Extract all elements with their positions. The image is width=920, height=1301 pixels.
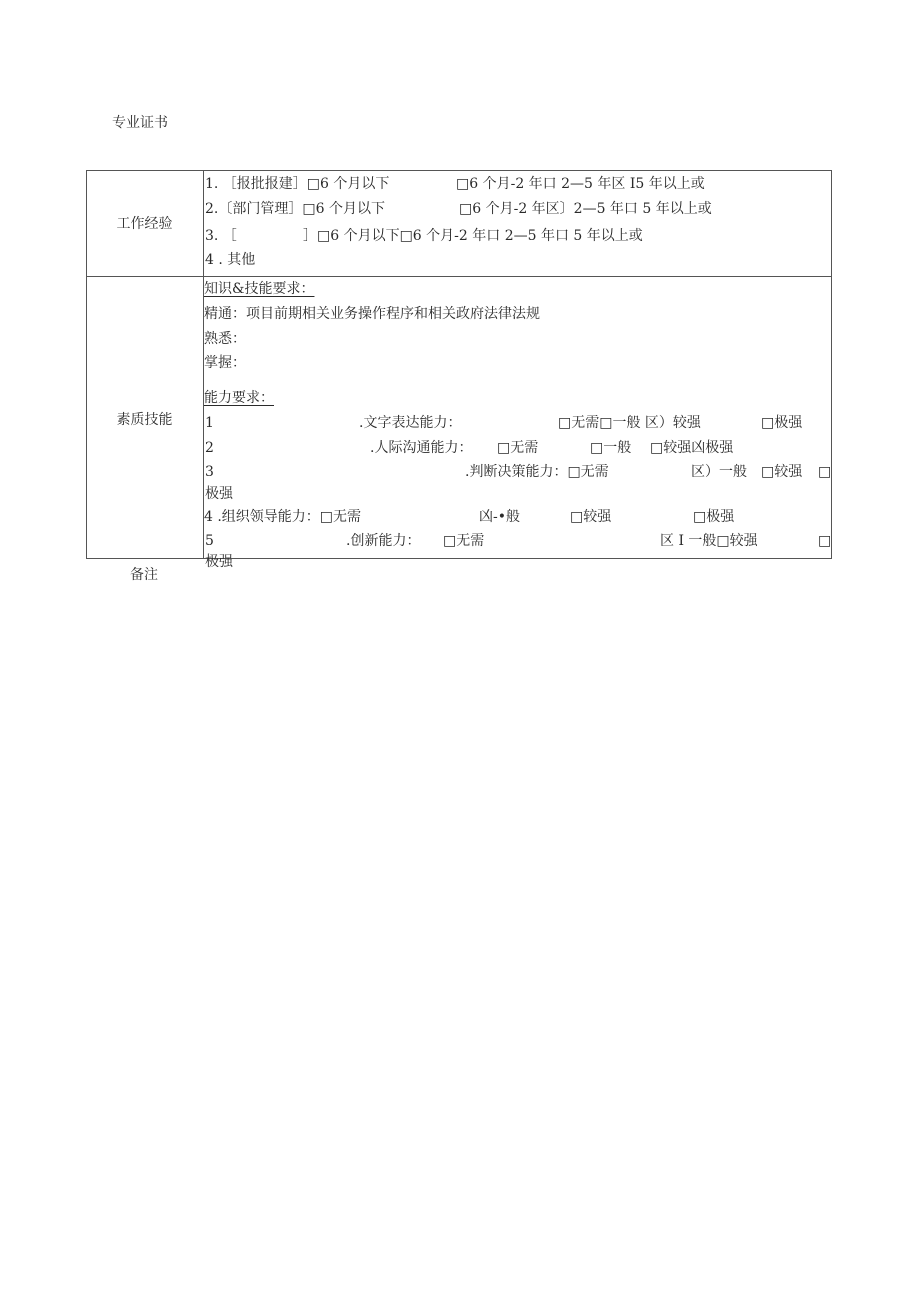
quality-skills-cell <box>204 277 832 570</box>
ability-1-options: □无需□一般 区）较强 <box>558 415 701 431</box>
ability-3-option-strong: □较强 <box>761 464 803 480</box>
ability-1-name: .文字表达能力： <box>359 415 462 431</box>
ability-3-number: 3 <box>205 464 214 480</box>
ability-2-option-none: □无需 <box>497 440 539 456</box>
work-experience-label: 工作经验 <box>116 216 173 232</box>
ability-4-option-very-strong: □极强 <box>693 509 735 525</box>
experience-line-3-b: ］□6 个月以下□6 个月-2 年口 2—5 年口 5 年以上或 <box>303 228 643 244</box>
ability-2-number: 2 <box>205 440 214 456</box>
knowledge-heading: 知识&技能要求： <box>204 281 315 297</box>
experience-line-4: 4 . 其他 <box>205 252 256 268</box>
ability-heading: 能力要求： <box>204 390 274 406</box>
familiar-line: 熟悉： <box>204 331 246 347</box>
ability-4-name: 4 .组织领导能力：□无需 <box>204 509 362 525</box>
ability-4-option-strong: □较强 <box>570 509 612 525</box>
ability-2-name: .人际沟通能力： <box>370 440 473 456</box>
experience-line-1-b: □6 个月-2 年口 2—5 年区 I5 年以上或 <box>456 176 705 192</box>
certificate-label: 专业证书 <box>112 115 168 131</box>
ability-5-name: .创新能力： <box>346 533 421 549</box>
ability-2-option-strong: □较强凶极强 <box>650 440 734 456</box>
ability-3-option-box: □ <box>818 464 832 480</box>
experience-line-2-b: □6 个月-2 年区〕2—5 年口 5 年以上或 <box>459 201 712 217</box>
remarks-label: 备注 <box>130 567 158 583</box>
experience-line-1-a: 1. ［报批报建］□6 个月以下 <box>205 176 390 192</box>
ability-5-number: 5 <box>205 533 214 549</box>
ability-1-option-strong: □极强 <box>761 415 803 431</box>
quality-skills-label: 素质技能 <box>116 412 173 428</box>
ability-5-option-none: □无需 <box>443 533 485 549</box>
experience-line-3-a: 3. ［ <box>205 228 237 244</box>
ability-3-option-normal: 区）一般 <box>691 464 747 480</box>
ability-2-option-normal: □一般 <box>590 440 632 456</box>
ability-4-option-normal: 凶-•般 <box>479 509 520 525</box>
experience-line-2-a: 2.〔部门管理］□6 个月以下 <box>205 201 385 217</box>
ability-5-option-box: □ <box>818 533 832 549</box>
ability-1-number: 1 <box>205 415 214 431</box>
ability-3-name: .判断决策能力：□无需 <box>465 464 609 480</box>
ability-5-wrap: 极强 <box>205 554 233 570</box>
ability-3-wrap: 极强 <box>205 486 233 502</box>
master-line: 掌握： <box>204 355 246 371</box>
ability-5-option-normal: 区 I 一般□较强 <box>660 533 758 549</box>
proficient-line: 精通：项目前期相关业务操作程序和相关政府法律法规 <box>204 306 540 322</box>
